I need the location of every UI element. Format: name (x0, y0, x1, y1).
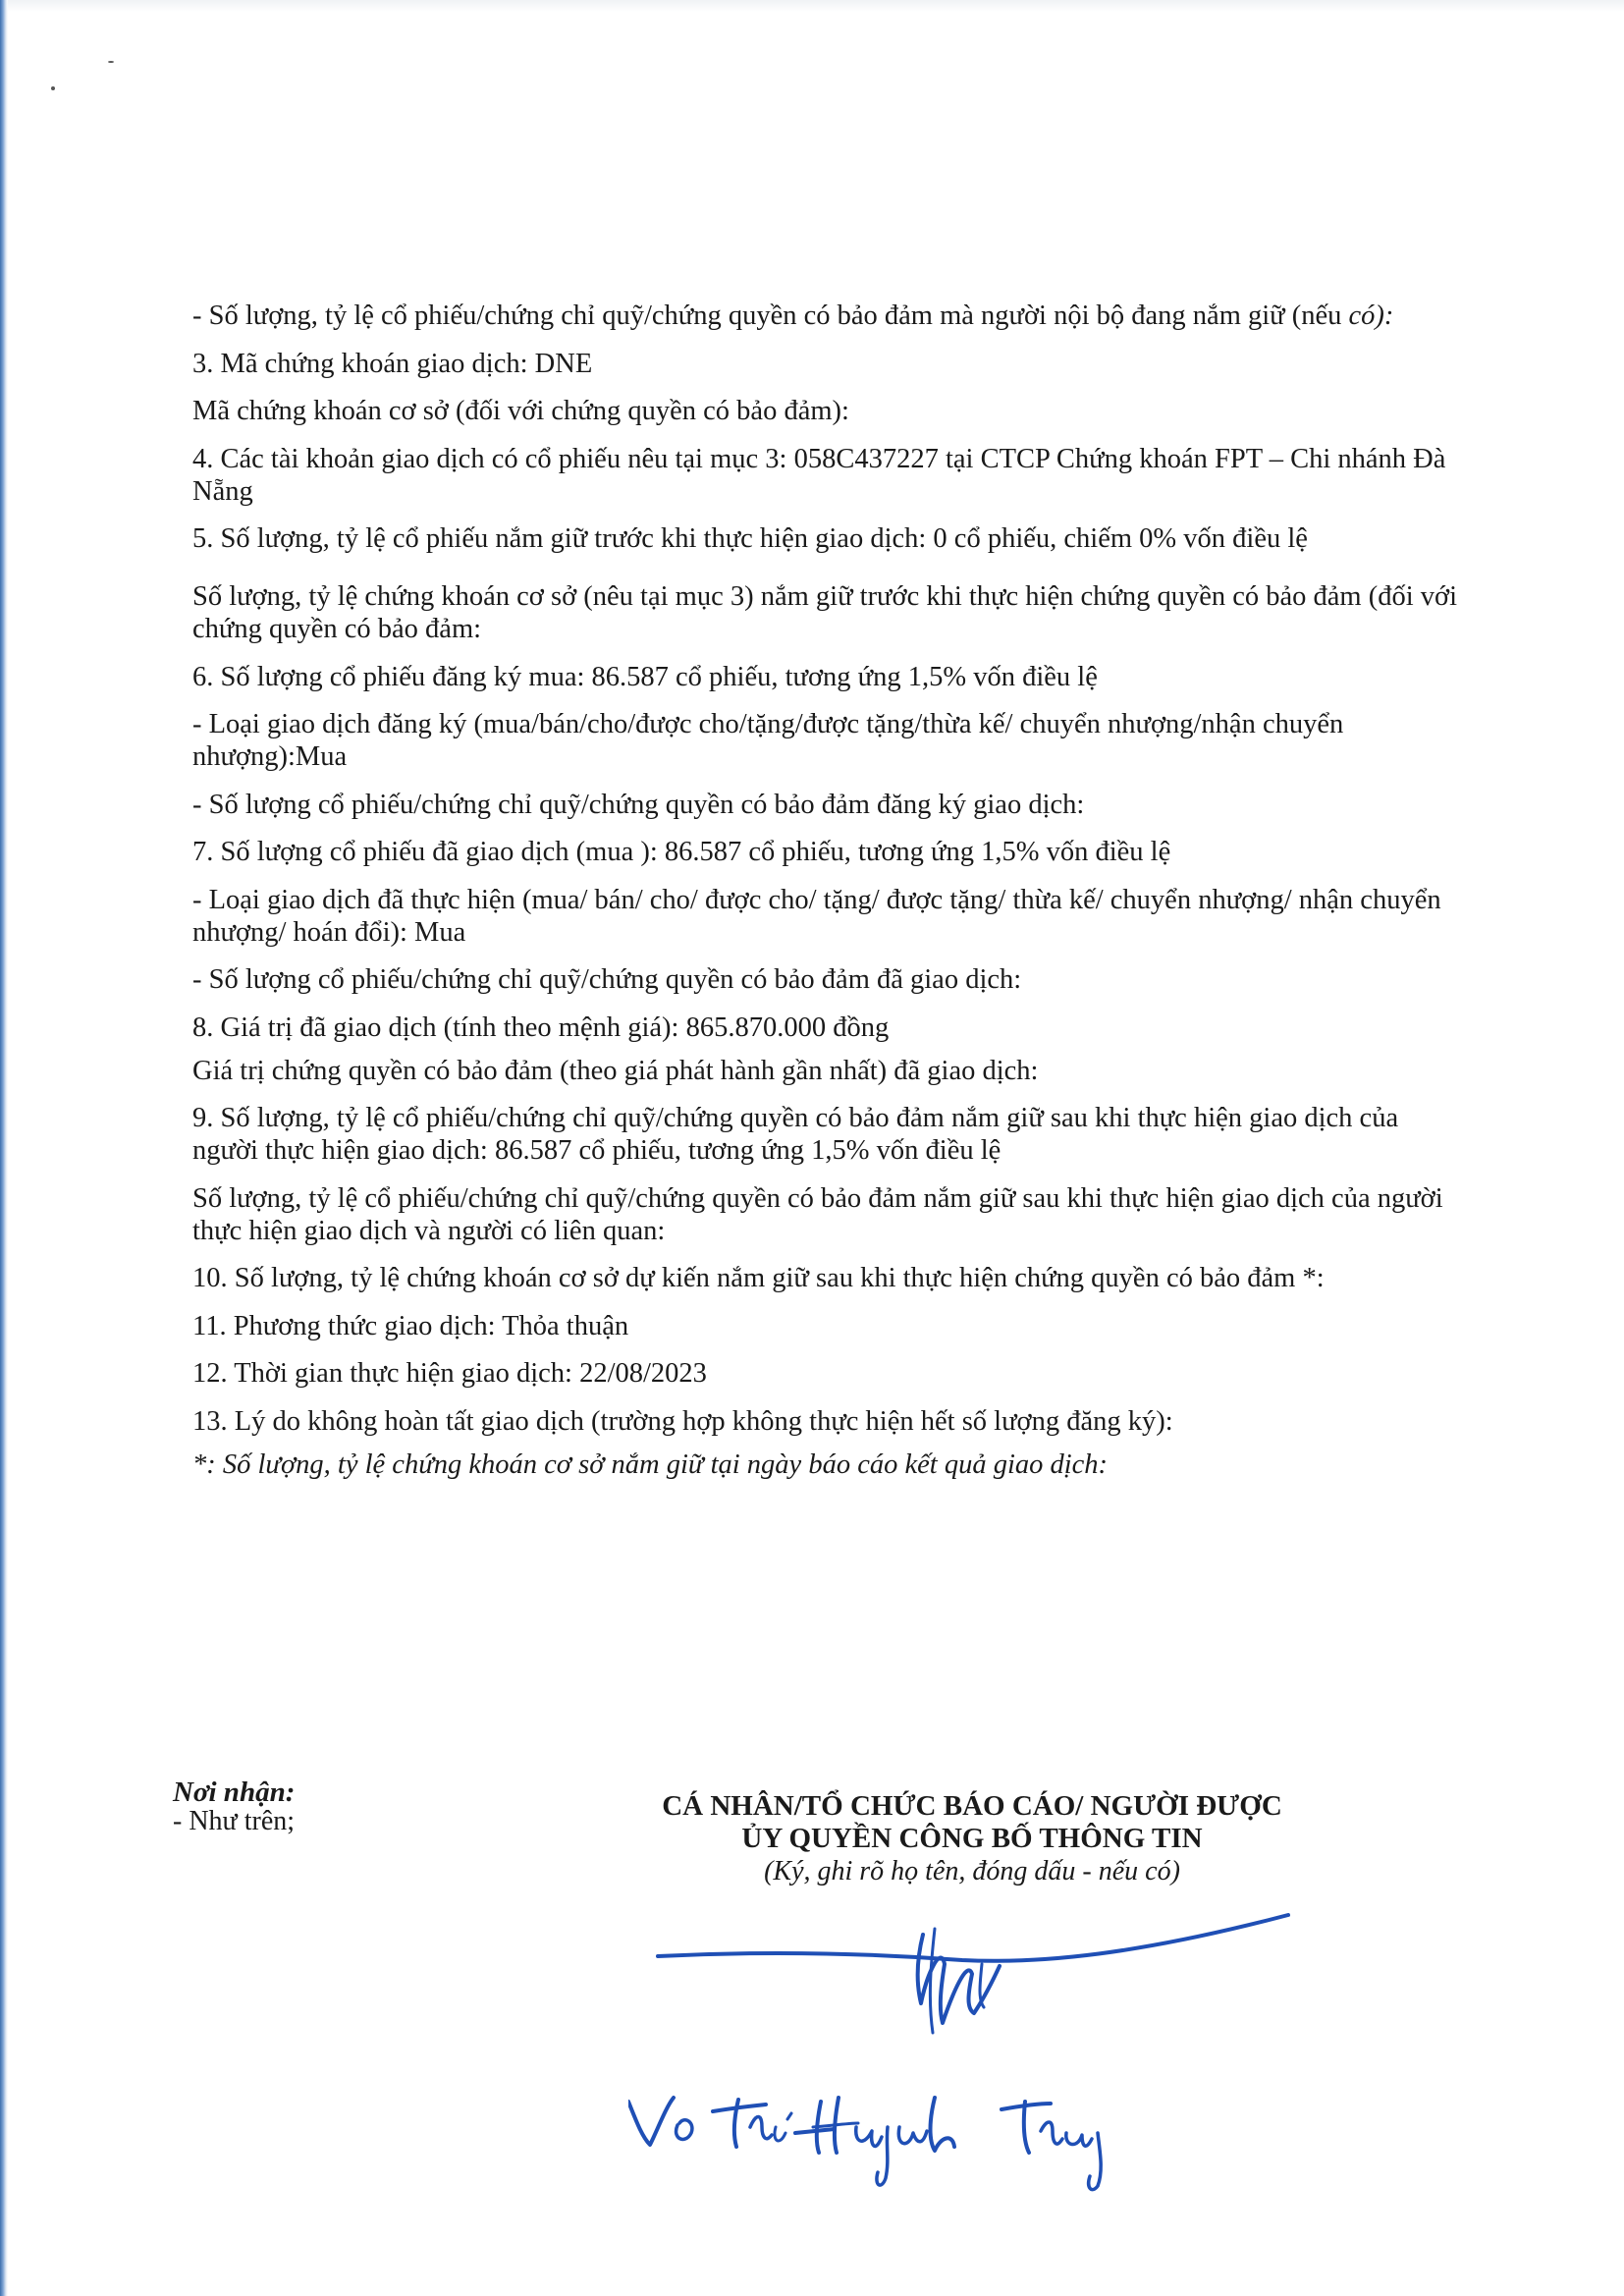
signer-note: (Ký, ghi rõ họ tên, đóng dấu - nếu có) (764, 1856, 1180, 1886)
paragraph-item-10: 10. Số lượng, tỷ lệ chứng khoán cơ sở dự kiến nắm giữ sau khi thực hiện chứng quyền có bảo đảm *: (192, 1263, 1325, 1293)
paragraph-item-6: 6. Số lượng cổ phiếu đăng ký mua: 86.587 cổ phiếu, tương ứng 1,5% vốn điều lệ (192, 661, 1098, 692)
scan-top-shade (0, 0, 1624, 12)
paragraph-executed-quantity: - Số lượng cổ phiếu/chứng chỉ quỹ/chứng quyền có bảo đảm đã giao dịch: (192, 964, 1022, 995)
scan-speck (51, 86, 55, 90)
paragraph-item-4: 4. Các tài khoản giao dịch có cổ phiếu nêu tại mục 3: 058C437227 tại CTCP Chứng khoán FPT – Chi nhánh Đà Nẵng (192, 443, 1446, 507)
scan-left-edge (0, 0, 8, 2296)
recipient-item: - Như trên; (173, 1806, 296, 1836)
paragraph-underlying-before: Số lượng, tỷ lệ chứng khoán cơ sở (nêu tại mục 3) nắm giữ trước khi thực hiện chứng quyền có bảo đảm (đối với chứng quyền có bảo đảm: (192, 581, 1457, 644)
paragraph-item-13: 13. Lý do không hoàn tất giao dịch (trường hợp không thực hiện hết số lượng đăng ký): (192, 1405, 1173, 1437)
signer-block (550, 1790, 1394, 1887)
signer-title-line1: CÁ NHÂN/TỔ CHỨC BÁO CÁO/ NGƯỜI ĐƯỢC (662, 1790, 1282, 1822)
footnote: *: Số lượng, tỷ lệ chứng khoán cơ sở nắm giữ tại ngày báo cáo kết quả giao dịch: (192, 1449, 1109, 1480)
paragraph-registered-quantity: - Số lượng cổ phiếu/chứng chỉ quỹ/chứng quyền có bảo đảm đăng ký giao dịch: (192, 789, 1085, 820)
recipient-label: Nơi nhận: (173, 1777, 296, 1808)
paragraph-item-11: 11. Phương thức giao dịch: Thỏa thuận (192, 1310, 629, 1341)
document-body (192, 300, 1459, 1496)
handwritten-signature (628, 1905, 1316, 2200)
paragraph-item-8: 8. Giá trị đã giao dịch (tính theo mệnh giá): 865.870.000 đồng (192, 1011, 890, 1043)
signer-title-line2: ỦY QUYỀN CÔNG BỐ THÔNG TIN (741, 1823, 1203, 1854)
paragraph-item-5: 5. Số lượng, tỷ lệ cổ phiếu nắm giữ trước khi thực hiện giao dịch: 0 cổ phiếu, chiếm 0% vốn điều lệ (192, 523, 1308, 554)
paragraph-item-9: 9. Số lượng, tỷ lệ cổ phiếu/chứng chỉ quỹ/chứng quyền có bảo đảm nắm giữ sau khi thực hiện giao dịch của người thực hiện giao dịch: 86.587 cổ phiếu, tương ứng 1,5% vốn điều lệ (192, 1103, 1399, 1166)
recipient-block (173, 1777, 467, 1836)
paragraph-insider-holdings: - Số lượng, tỷ lệ cổ phiếu/chứng chỉ quỹ/chứng quyền có bảo đảm mà người nội bộ đang nắm giữ (nếu có): (192, 301, 1394, 331)
paragraph-item-12: 12. Thời gian thực hiện giao dịch: 22/08/2023 (192, 1358, 707, 1389)
paragraph-executed-type: - Loại giao dịch đã thực hiện (mua/ bán/ cho/ được cho/ tặng/ được tặng/ thừa kế/ chuyển nhượng/ nhận chuyển nhượng/ hoán đổi): Mua (192, 884, 1441, 948)
paragraph-registered-type: - Loại giao dịch đăng ký (mua/bán/cho/được cho/tặng/được tặng/thừa kế/ chuyển nhượng/nhận chuyển nhượng):Mua (192, 709, 1344, 772)
paragraph-item-7: 7. Số lượng cổ phiếu đã giao dịch (mua ): 86.587 cổ phiếu, tương ứng 1,5% vốn điều lệ (192, 837, 1171, 867)
paragraph-item-3: 3. Mã chứng khoán giao dịch: DNE (192, 348, 593, 379)
scan-speck (108, 61, 114, 63)
paragraph-underlying-code: Mã chứng khoán cơ sở (đối với chứng quyền có bảo đảm): (192, 396, 849, 426)
paragraph-warrant-value: Giá trị chứng quyền có bảo đảm (theo giá phát hành gần nhất) đã giao dịch: (192, 1055, 1039, 1086)
paragraph-holdings-related: Số lượng, tỷ lệ cổ phiếu/chứng chỉ quỹ/chứng quyền có bảo đảm nắm giữ sau khi thực hiện giao dịch của người thực hiện giao dịch và người có liên quan: (192, 1182, 1443, 1246)
